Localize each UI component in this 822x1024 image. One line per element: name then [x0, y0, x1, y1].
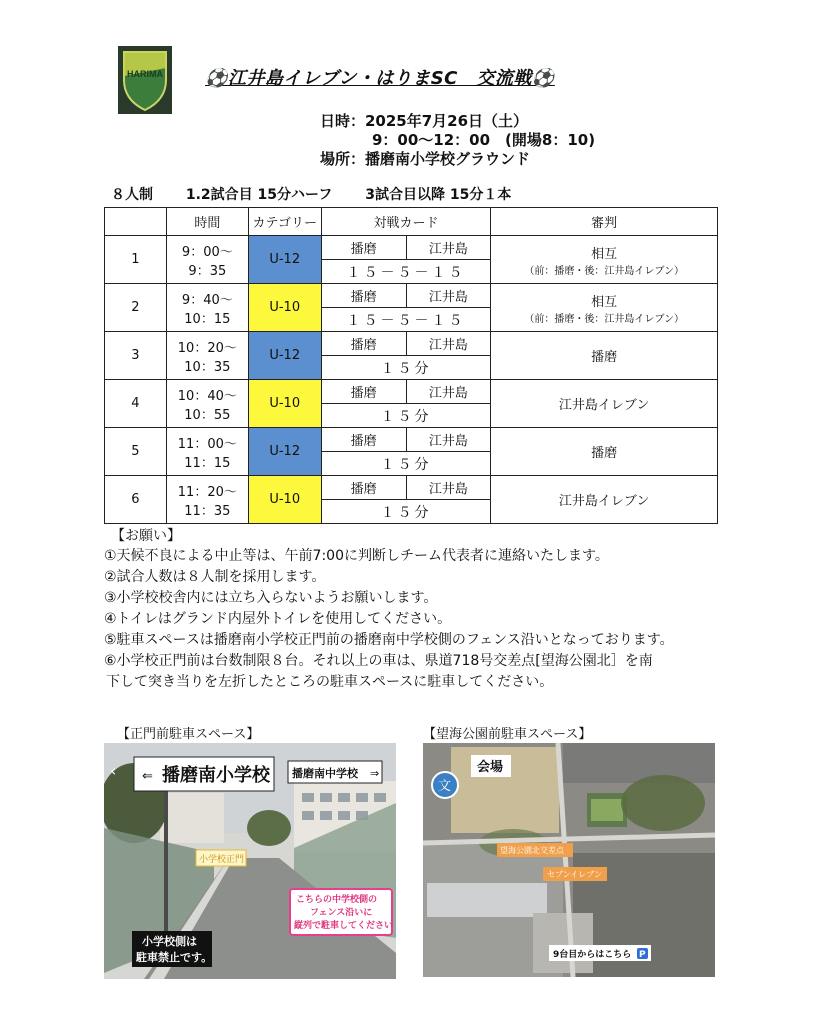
category-cell: U-10 — [248, 284, 321, 332]
parking-note: 9台目からはこちら — [553, 950, 632, 960]
pink-note-line: こちらの中学校側の — [296, 895, 378, 905]
match-number: 2 — [105, 284, 167, 332]
park-parking-map — [423, 743, 715, 977]
match-number: 5 — [105, 428, 167, 476]
referee: 播磨 — [591, 446, 618, 461]
referee: 江井島イレブン — [558, 494, 650, 509]
parking-icon: P — [639, 950, 646, 960]
match-time-end: 11：15 — [184, 455, 231, 471]
away-team: 江井島 — [406, 476, 491, 500]
photo2-caption: 【望海公園前駐車スペース】 — [423, 727, 592, 742]
match-time — [166, 476, 248, 524]
match-time-start: 10：20～ — [177, 340, 237, 356]
rules-format: ８人制 — [111, 187, 153, 203]
match-time — [166, 284, 248, 332]
referee-cell — [491, 380, 718, 428]
header-category: カテゴリー — [248, 208, 321, 236]
date-line: 日時：2025年7月26日（土） — [320, 112, 529, 130]
rules-half: 1.2試合目 15分ハーフ — [185, 187, 333, 203]
pink-note-line: 縦列で駐車してください — [294, 921, 394, 931]
schedule-table — [104, 207, 718, 524]
referee: 相互 — [591, 246, 618, 262]
category-cell: U-10 — [248, 380, 321, 428]
chevron-left-icon: ‹ — [110, 761, 117, 780]
category-cell: U-12 — [248, 332, 321, 380]
match-time-end: 10：15 — [184, 311, 231, 327]
match-time-end: 11：35 — [184, 503, 231, 519]
intersection-label: 望海公園北交差点 — [500, 846, 564, 855]
header-referee: 審判 — [491, 208, 718, 236]
referee-cell — [491, 332, 718, 380]
rules-single: 3試合目以降 15分１本 — [365, 187, 512, 203]
store-label: セブンイレブン — [547, 870, 602, 879]
time-line: 9：00～12：00 (開場8：10) — [372, 131, 596, 149]
table-row — [105, 236, 718, 260]
category-cell: U-12 — [248, 428, 321, 476]
table-row — [105, 284, 718, 308]
place-line: 場所：播磨南小学校グラウンド — [320, 150, 531, 168]
request-item: ⑤駐車スペースは播磨南小学校正門前の播磨南中学校側のフェンス沿いとなっております。 — [104, 632, 674, 648]
match-time — [166, 236, 248, 284]
black-note-line: 小学校側は — [142, 935, 197, 948]
away-team: 江井島 — [406, 380, 491, 404]
header-time: 時間 — [166, 208, 248, 236]
logo-text: HARIMA — [127, 69, 163, 79]
table-row — [105, 476, 718, 500]
home-team: 播磨 — [321, 476, 406, 500]
request-item: 下して突き当りを左折したところの駐車スペースに駐車してください。 — [106, 674, 554, 690]
referee-cell — [491, 236, 718, 284]
away-team: 江井島 — [406, 332, 491, 356]
match-time-end: 10：55 — [184, 407, 231, 423]
referee-cell — [491, 428, 718, 476]
table-row — [105, 380, 718, 404]
harima-logo — [118, 46, 172, 114]
match-number: 3 — [105, 332, 167, 380]
away-team: 江井島 — [406, 284, 491, 308]
home-team: 播磨 — [321, 332, 406, 356]
table-row — [105, 332, 718, 356]
match-rules — [111, 184, 539, 204]
category-cell: U-12 — [248, 236, 321, 284]
home-team: 播磨 — [321, 428, 406, 452]
requests-heading: 【お願い】 — [111, 528, 181, 544]
match-duration: １５－５－１５ — [321, 260, 491, 284]
referee-cell — [491, 284, 718, 332]
match-time — [166, 332, 248, 380]
match-duration: １５分 — [321, 404, 491, 428]
request-item: ①天候不良による中止等は、午前7:00に判断しチーム代表者に連絡いたします。 — [104, 548, 609, 564]
referee: 江井島イレブン — [558, 398, 650, 413]
match-number: 6 — [105, 476, 167, 524]
header-matchup: 対戦カード — [321, 208, 491, 236]
venue-label: 会場 — [477, 760, 504, 775]
gate-label: 小学校正門 — [199, 855, 245, 865]
requests-list — [104, 546, 674, 693]
match-time-start: 10：40～ — [177, 388, 237, 404]
pink-note-line: フェンス沿いに — [310, 908, 373, 918]
match-number: 1 — [105, 236, 167, 284]
referee-note: （前：播磨・後：江井島イレブン） — [524, 313, 684, 325]
home-team: 播磨 — [321, 284, 406, 308]
referee-cell — [491, 476, 718, 524]
gate-parking-photo — [104, 743, 396, 979]
away-team: 江井島 — [406, 236, 491, 260]
referee-note: （前：播磨・後：江井島イレブン） — [524, 265, 684, 277]
match-time-start: 11：20～ — [177, 484, 237, 500]
request-item: ③小学校校舎内には立ち入らないようお願いします。 — [104, 590, 438, 606]
photo1-caption: 【正門前駐車スペース】 — [117, 727, 260, 742]
arrow-left-icon: ⇐ — [142, 769, 153, 784]
match-time-start: 9：40～ — [181, 292, 233, 308]
referee: 播磨 — [591, 350, 618, 365]
school-label: 播磨南小学校 — [162, 765, 270, 786]
arrow-right-icon: ⇒ — [370, 767, 380, 780]
match-time-end: 9：35 — [188, 263, 227, 279]
match-duration: １５分 — [321, 452, 491, 476]
junior-school-label: 播磨南中学校 — [292, 767, 358, 780]
request-item: ②試合人数は８人制を採用します。 — [104, 569, 326, 585]
match-time — [166, 380, 248, 428]
category-cell: U-10 — [248, 476, 321, 524]
match-time — [166, 428, 248, 476]
match-duration: １５分 — [321, 356, 491, 380]
page-title: ⚽江井島イレブン・はりまSC 交流戦⚽ — [205, 68, 555, 89]
match-time-start: 11：00～ — [177, 436, 237, 452]
request-item: ④トイレはグランド内屋外トイレを使用してください。 — [104, 611, 452, 627]
request-item: ⑥小学校正門前は台数制限８台。それ以上の車は、県道718号交差点[望海公園北］を南 — [104, 653, 653, 669]
referee: 相互 — [591, 294, 618, 310]
match-time-end: 10：35 — [184, 359, 231, 375]
match-number: 4 — [105, 380, 167, 428]
home-team: 播磨 — [321, 236, 406, 260]
table-row — [105, 428, 718, 452]
match-duration: １５分 — [321, 500, 491, 524]
away-team: 江井島 — [406, 428, 491, 452]
header-no — [105, 208, 167, 236]
home-team: 播磨 — [321, 380, 406, 404]
school-map-icon: 文 — [438, 779, 452, 794]
black-note-line: 駐車禁止です。 — [136, 951, 213, 964]
table-header-row — [105, 208, 718, 236]
match-duration: １５－５－１５ — [321, 308, 491, 332]
match-time-start: 9：00～ — [181, 244, 233, 260]
